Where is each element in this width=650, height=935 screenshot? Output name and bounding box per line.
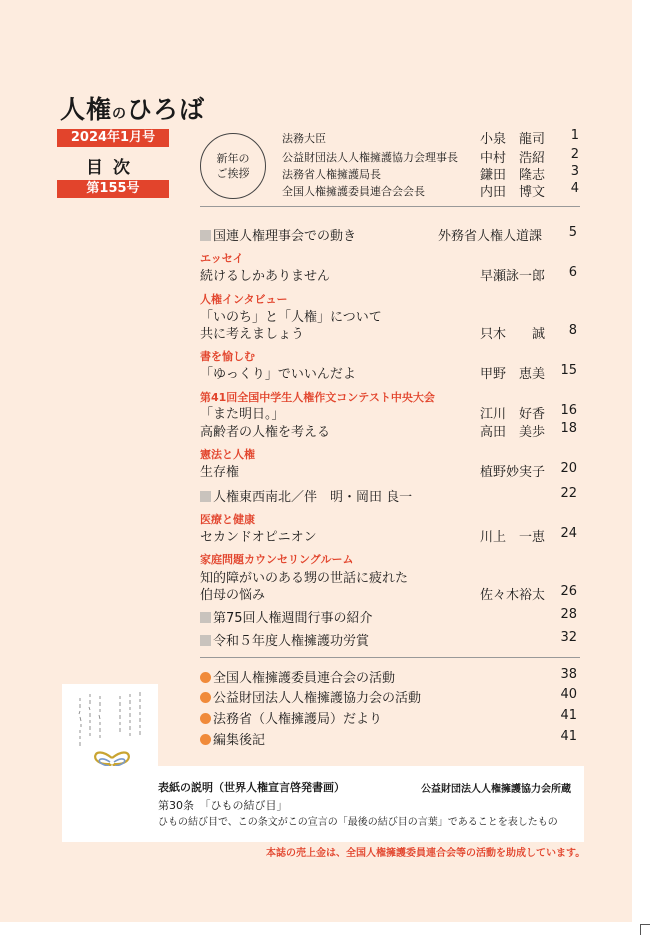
toc-item-author: 川上 一恵 [480, 530, 546, 545]
toc-item-family[interactable] [200, 584, 580, 602]
square-bullet-icon [200, 491, 211, 502]
greeting-name: 中村 浩紹 [480, 151, 546, 166]
divider [200, 206, 580, 207]
issue-date-badge: 2024年1月号 [57, 129, 169, 147]
square-bullet-icon [200, 635, 211, 646]
toc-item-title: 共に考えましょう [200, 327, 305, 342]
toc-item-title: セカンドオピニオン [200, 530, 317, 545]
greeting-name: 小泉 龍司 [480, 132, 546, 147]
toc-item-title: 令和５年度人権擁護功労賞 [213, 634, 370, 649]
toc-item-medical[interactable] [200, 526, 580, 544]
toc-item-author: 只木 誠 [480, 327, 546, 342]
toc-item-constitution[interactable] [200, 461, 580, 479]
toc-item-contest-1[interactable] [200, 403, 580, 421]
toc-item-page: 8 [568, 323, 577, 338]
greeting-page: 1 [570, 128, 579, 143]
toc-item-page: 6 [568, 265, 577, 280]
title-part-b: ひろば [127, 95, 206, 124]
toc-item-page: 41 [560, 708, 577, 723]
toc-item-page: 28 [560, 607, 577, 622]
crop-mark [640, 924, 650, 935]
toc-item-news[interactable] [200, 708, 580, 726]
greeting-role: 公益財団法人人権擁護協力会理事長 [282, 151, 458, 164]
toc-category: エッセイ [200, 252, 244, 265]
greeting-page: 2 [570, 147, 579, 162]
toc-item-title: 生存権 [200, 465, 240, 480]
toc-item-title: 第75回人権週間行事の紹介 [213, 611, 373, 626]
toc-item-un[interactable] [200, 225, 580, 243]
circle-bullet-icon [200, 672, 211, 683]
toc-item-page: 15 [560, 363, 577, 378]
toc-item-title: 公益財団法人人権擁護協力会の活動 [213, 691, 422, 706]
toc-item-interview-line1[interactable] [200, 306, 580, 324]
toc-category: 書を愉しむ [200, 350, 255, 363]
toc-item-page: 18 [560, 421, 577, 436]
greetings-label-line2: ご挨拶 [216, 167, 250, 180]
toc-item-page: 26 [560, 584, 577, 599]
toc-item-author: 外務省人権人道課 [438, 229, 543, 244]
greeting-row[interactable] [282, 147, 582, 164]
toc-item-title: 法務省（人権擁護局）だより [213, 712, 383, 727]
greetings-label-line1: 新年の [216, 152, 250, 165]
title-part-a: 人権 [60, 95, 113, 124]
toc-item-award[interactable] [200, 630, 580, 648]
toc-item-title: 「また明日。」 [200, 407, 285, 422]
circle-bullet-icon [200, 713, 211, 724]
toc-category: 憲法と人権 [200, 448, 255, 461]
toc-item-title: 続けるしかありません [200, 269, 331, 284]
greeting-page: 4 [570, 181, 579, 196]
toc-item-author: 甲野 恵美 [480, 367, 546, 382]
toc-item-news[interactable] [200, 687, 580, 705]
cover-explanation: ひもの結び目で、この条文がこの宣言の「最後の結び目の言葉」であることを表したもの [158, 817, 558, 828]
toc-item-author: 高田 美歩 [480, 425, 546, 440]
cover-owner: 公益財団法人人権擁護協力会所蔵 [421, 784, 571, 795]
toc-item-page: 40 [560, 687, 577, 702]
toc-item-title: 知的障がいのある甥の世話に疲れた [200, 571, 409, 586]
circle-bullet-icon [200, 734, 211, 745]
greeting-role: 法務省人権擁護局長 [282, 168, 381, 181]
toc-heading: 目次 [86, 158, 140, 178]
greetings-label-circle [200, 133, 266, 199]
greeting-row[interactable] [282, 181, 582, 198]
toc-item-page: 22 [560, 486, 577, 501]
toc-item-title: 「ゆっくり」でいいんだよ [200, 367, 356, 382]
cover-article: 第30条 「ひもの結び目」 [158, 799, 288, 812]
square-bullet-icon [200, 612, 211, 623]
toc-item-title: 編集後記 [213, 733, 266, 748]
toc-category: 人権インタビュー [200, 293, 288, 306]
toc-item-author: 早瀬詠一郎 [480, 269, 546, 284]
toc-category: 家庭問題カウンセリングルーム [200, 553, 354, 566]
toc-item-page: 38 [560, 667, 577, 682]
toc-item-page: 24 [560, 526, 577, 541]
greeting-name: 鎌田 隆志 [480, 168, 546, 183]
toc-item-title: 伯母の悩み [200, 588, 266, 603]
magazine-title [60, 90, 205, 126]
toc-item-news[interactable] [200, 667, 580, 685]
footer-note: 本誌の売上金は、全国人権擁護委員連合会等の活動を助成しています。 [266, 848, 586, 859]
toc-item-calligraphy[interactable] [200, 363, 580, 381]
toc-item-title: 高齢者の人権を考える [200, 425, 331, 440]
toc-item-title: 全国人権擁護委員連合会の活動 [213, 671, 396, 686]
toc-item-author: 植野妙実子 [480, 465, 546, 480]
greeting-role: 全国人権擁護委員連合会会長 [282, 185, 425, 198]
toc-item-news[interactable] [200, 729, 580, 747]
toc-item-page: 32 [560, 630, 577, 645]
toc-item-title: 人権東西南北／伴 明・岡田 良一 [213, 490, 413, 505]
toc-item-touzai[interactable] [200, 486, 580, 504]
divider [200, 657, 580, 658]
cover-description-panel [62, 766, 584, 842]
greeting-role: 法務大臣 [282, 132, 326, 145]
toc-item-contest-2[interactable] [200, 421, 580, 439]
circle-bullet-icon [200, 692, 211, 703]
toc-category: 医療と健康 [200, 513, 255, 526]
issue-number-badge: 第155号 [57, 180, 169, 198]
greeting-name: 内田 博文 [480, 185, 546, 200]
toc-item-title: 国連人権理事会での動き [213, 229, 357, 244]
toc-item-author: 江川 好香 [480, 407, 546, 422]
toc-item-author: 佐々木裕太 [480, 588, 546, 603]
square-bullet-icon [200, 230, 211, 241]
toc-item-page: 20 [560, 461, 577, 476]
greeting-row[interactable] [282, 164, 582, 181]
toc-item-interview[interactable] [200, 323, 580, 341]
toc-item-essay[interactable] [200, 265, 580, 283]
toc-category: 第41回全国中学生人権作文コンテスト中央大会 [200, 391, 435, 404]
toc-item-title: 「いのち」と「人権」について [200, 310, 382, 325]
toc-item-family-line1[interactable] [200, 567, 580, 585]
title-part-no: の [112, 106, 128, 122]
greeting-page: 3 [570, 164, 579, 179]
toc-item-page: 16 [560, 403, 577, 418]
toc-item-page: 41 [560, 729, 577, 744]
toc-item-page: 5 [568, 225, 577, 240]
cover-caption: 表紙の説明（世界人権宣言啓発書画） [158, 781, 345, 794]
greeting-row[interactable] [282, 128, 582, 145]
toc-item-week[interactable] [200, 607, 580, 625]
